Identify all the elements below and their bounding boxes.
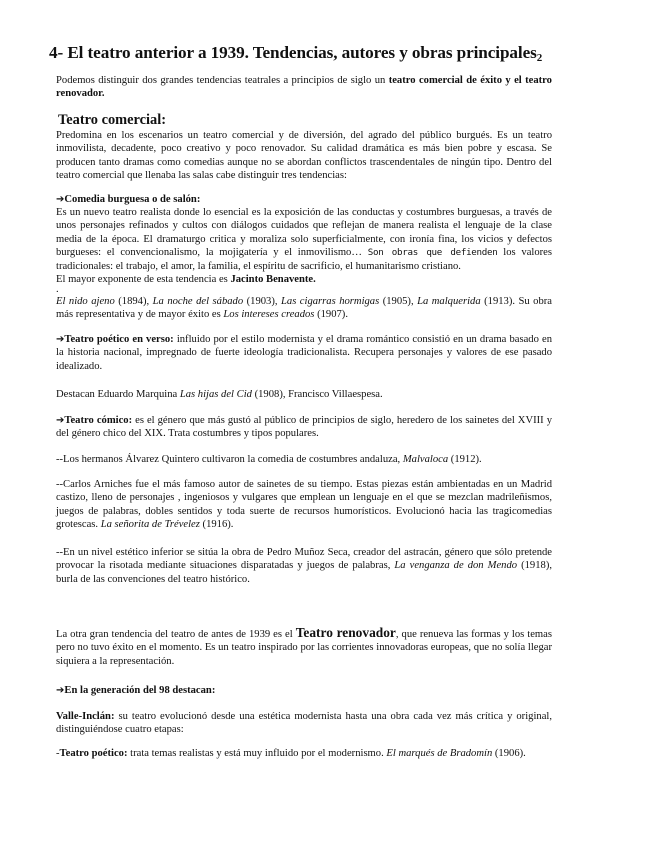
title-text: 4- El teatro anterior a 1939. Tendencias, autores y obras principales (49, 43, 537, 62)
arniches-paragraph: --Carlos Arniches fue el más famoso autor de sainetes de su tiempo. Estas piezas están ambientadas en un Madrid castizo, lleno de personajes , ingeniosos y vulgares que emplean un lenguaje en el que se mezclan madrileñismos, juegos de palabras, dobles sentidos y toda suerte de recursos humorísticos. Evolucionó hacia las tragicomedias grotescas. La señorita de Trévelez (1916). (56, 479, 552, 531)
title-suffix: 2 (536, 52, 543, 64)
heading-teatro-comercial: Teatro comercial: (58, 112, 167, 128)
munoz-seca-paragraph: --En un nivel estético inferior se sitúa la obra de Pedro Muñoz Seca, creador del astracán, género que sólo pretende provocar la risotada mediante situaciones disparatadas y juegos de palabras, La venganza de don Mendo (1918), burla de las convenciones del teatro histórico. (56, 547, 552, 585)
generacion-98-heading: ➔En la generación del 98 destacan: (56, 685, 216, 696)
teatro-comico-paragraph: ➔Teatro cómico: es el género que más gustó al público de principios de siglo, heredero de los sainetes del XVIII y del género chico del XIX. Trata costumbres y tipos populares. (56, 415, 552, 440)
arrow-icon: ➔ (56, 685, 65, 696)
intro-paragraph: Podemos distinguir dos grandes tendencias teatrales a principios de siglo un teatro comercial de éxito y el teatro renovador. (56, 75, 552, 100)
comedia-burguesa-paragraph: Es un nuevo teatro realista donde lo esencial es la exposición de las conductas y costumbres burguesas, a través de unos personajes refinados y cultos con diálogos cuidados que reflejan de manera realista el lenguaje de la clase media de la época. El dramaturgo critica y moraliza solo superficialmente, con ironía fina, los vicios y defectos burgueses: el convencionalismo, la mojigatería y el inmovilismo… Son obras que defienden los valores tradicionales: el trabajo, el amor, la familia, el espíritu de sacrificio, el humanitarismo cristiano. El mayor exponente de esta tendencia es Jacinto Benavente. (56, 207, 552, 286)
teatro-poetico-paragraph: ➔Teatro poético en verso: influido por el estilo modernista y el drama romántico consistió en un drama basado en la historia nacional, impregnado de fuerte ideología tradicionalista. Recupera personajes y valores de ese pasado idealizado. (56, 334, 552, 372)
valle-inclan-paragraph: Valle-Inclán: su teatro evolucionó desde una estética modernista hasta una obra cada vez más crítica y original, distinguiéndose cuatro etapas: (56, 711, 552, 736)
teatro-renovador-paragraph: La otra gran tendencia del teatro de antes de 1939 es el Teatro renovador, que renueva las formas y los temas pero no tuvo éxito en el momento. Es un teatro inspirado por las corrientes innovadoras europeas, que no solía llegar siquiera a la representación. (56, 625, 552, 667)
arrow-icon: ➔ (56, 194, 65, 205)
comercial-paragraph: Predomina en los escenarios un teatro comercial y de diversión, del agrado del público burgués. Es un teatro inmovilista, decadente, poco creativo y poco renovador. Su calidad dramática es más bien pobre y escasa. Se producen tanto dramas como comedias aunque no se abordan conflictos trascendentales de ningún tipo. Dentro del teatro comercial que llenaba las salas cabe distinguir tres tendencias: (56, 130, 552, 182)
comedia-burguesa-heading: ➔Comedia burguesa o de salón: (56, 194, 201, 205)
arrow-icon: ➔ (56, 415, 65, 426)
benavente-works-paragraph: El nido ajeno (1894), La noche del sábado (1903), Las cigarras hormigas (1905), La malquerida (1913). Su obra más representativa y de mayor éxito es Los intereses creados (1907). (56, 296, 552, 321)
arrow-icon: ➔ (56, 334, 65, 345)
destacan-paragraph: Destacan Eduardo Marquina Las hijas del Cid (1908), Francisco Villaespesa. (56, 389, 383, 400)
quintero-paragraph: --Los hermanos Álvarez Quintero cultivaron la comedia de costumbres andaluza, Malvaloca (1912). (56, 454, 482, 465)
page-title (49, 43, 609, 64)
teatro-poetico-etapa-paragraph: -Teatro poético: trata temas realistas y está muy influido por el modernismo. El marqués de Bradomín (1906). (56, 748, 526, 759)
stray-dot: . (56, 284, 59, 295)
